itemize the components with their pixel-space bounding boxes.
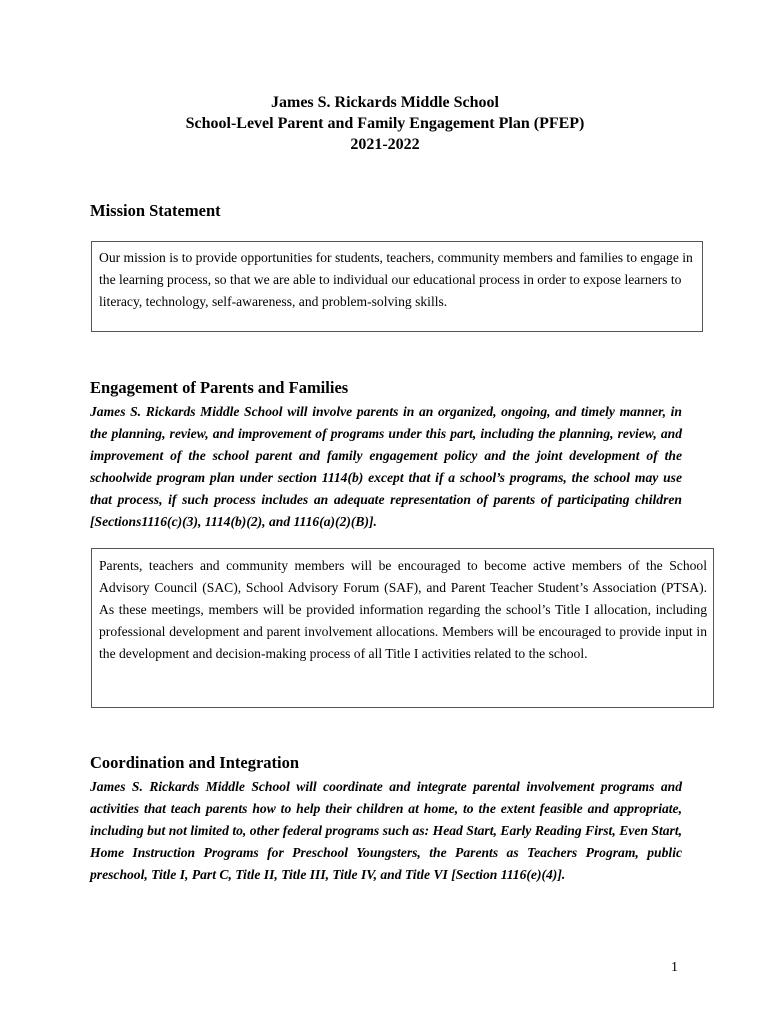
mission-text: Our mission is to provide opportunities for students, teachers, community members and families to engage in the learning process, so that we are able to individual our educational process in order to expose learners to literacy, technology, self-awareness, and problem-solving skills. bbox=[99, 250, 693, 309]
document-title-block bbox=[0, 92, 770, 155]
engagement-response-box bbox=[91, 548, 714, 708]
coordination-heading: Coordination and Integration bbox=[90, 753, 300, 772]
coordination-intro: James S. Rickards Middle School will coordinate and integrate parental involvement programs and activities that teach parents how to help their children at home, to the extent feasible and appropriate, including but not limited to, other federal programs such as: Head Start, Early Reading First, Even Start, Home Instruction Programs for Preschool Youngsters, the Parents as Teachers Program, public preschool, Title I, Part C, Title II, Title III, Title IV, and Title VI [Section 1116(e)(4)]. bbox=[90, 779, 682, 882]
plan-year: 2021-2022 bbox=[350, 136, 420, 153]
mission-statement-box bbox=[91, 241, 703, 332]
engagement-intro: James S. Rickards Middle School will involve parents in an organized, ongoing, and timely manner, in the planning, review, and improvement of programs under this part, including the planning, review, and improvement of the school parent and family engagement policy and the joint development of the schoolwide program plan under section 1114(b) except that if a school’s programs, the school may use that process, if such process includes an adequate representation of parents of participating children [Sections1116(c)(3), 1114(b)(2), and 1116(a)(2)(B)]. bbox=[90, 404, 682, 529]
page-number: 1 bbox=[671, 960, 678, 975]
engagement-heading: Engagement of Parents and Families bbox=[90, 378, 349, 397]
engagement-response-text: Parents, teachers and community members will be encouraged to become active members of the School Advisory Council (SAC), School Advisory Forum (SAF), and Parent Teacher Student’s Association (PTSA). As these meetings, members will be provided information regarding the school’s Title I allocation, including professional development and parent involvement allocations. Members will be encouraged to provide input in the development and decision-making process of all Title I activities related to the school. bbox=[99, 558, 707, 661]
school-name: James S. Rickards Middle School bbox=[270, 94, 499, 111]
mission-heading: Mission Statement bbox=[90, 201, 221, 220]
plan-title: School-Level Parent and Family Engagement Plan (PFEP) bbox=[185, 115, 585, 132]
